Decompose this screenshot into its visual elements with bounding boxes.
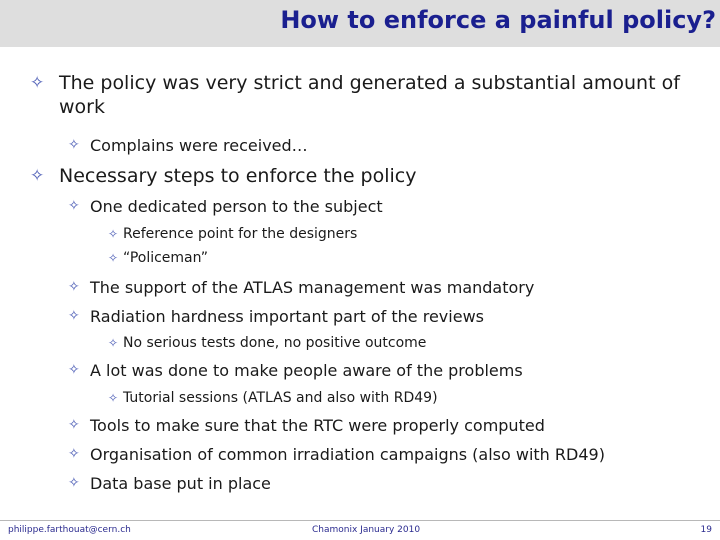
bullet-text: Data base put in place xyxy=(90,474,271,493)
bullet-star-icon: ✧ xyxy=(108,251,119,265)
bullet-star-icon: ✧ xyxy=(108,336,119,350)
bullet-star-icon: ✧ xyxy=(30,73,45,93)
bullet-text: No serious tests done, no positive outcome xyxy=(123,335,427,351)
bullet-atlas-support xyxy=(68,278,534,297)
bullet-star-icon: ✧ xyxy=(68,279,80,295)
bullet-text-continued: work xyxy=(59,96,105,118)
bullet-star-icon: ✧ xyxy=(108,227,119,241)
footer-divider xyxy=(0,520,720,521)
bullet-text: The policy was very strict and generated a substantial amount of xyxy=(59,72,680,94)
bullet-text: Tools to make sure that the RTC were properly computed xyxy=(90,416,545,435)
bullet-star-icon: ✧ xyxy=(108,391,119,405)
bullet-text: Organisation of common irradiation campaigns (also with RD49) xyxy=(90,445,605,464)
bullet-star-icon: ✧ xyxy=(30,166,45,186)
bullet-awareness xyxy=(68,361,523,380)
bullet-text: A lot was done to make people aware of the problems xyxy=(90,361,523,380)
bullet-text: Radiation hardness important part of the reviews xyxy=(90,307,484,326)
slide-title: How to enforce a painful policy? xyxy=(280,6,716,34)
footer-page-number: 19 xyxy=(700,525,712,535)
bullet-tutorial-sessions xyxy=(108,390,438,406)
bullet-star-icon: ✧ xyxy=(68,362,80,378)
bullet-star-icon: ✧ xyxy=(68,137,80,153)
bullet-text: Necessary steps to enforce the policy xyxy=(59,165,417,187)
footer-email: philippe.farthouat@cern.ch xyxy=(8,525,131,535)
bullet-irradiation-campaigns xyxy=(68,445,605,464)
bullet-necessary-steps xyxy=(30,165,417,187)
bullet-radiation-hardness xyxy=(68,307,484,326)
bullet-policy-strict xyxy=(30,72,680,118)
bullet-text: The support of the ATLAS management was mandatory xyxy=(90,278,535,297)
bullet-complains xyxy=(68,136,308,155)
bullet-star-icon: ✧ xyxy=(68,446,80,462)
bullet-database xyxy=(68,474,271,493)
bullet-star-icon: ✧ xyxy=(68,198,80,214)
bullet-dedicated-person xyxy=(68,197,383,216)
bullet-text: “Policeman” xyxy=(123,250,208,266)
bullet-star-icon: ✧ xyxy=(68,417,80,433)
bullet-text: Complains were received… xyxy=(90,136,308,155)
bullet-no-serious-tests xyxy=(108,335,426,351)
footer-event: Chamonix January 2010 xyxy=(312,525,421,535)
bullet-text: Tutorial sessions (ATLAS and also with RD49) xyxy=(123,390,438,406)
bullet-rtc-tools xyxy=(68,416,545,435)
bullet-reference-point xyxy=(108,226,357,242)
bullet-star-icon: ✧ xyxy=(68,308,80,324)
bullet-policeman xyxy=(108,250,208,266)
bullet-star-icon: ✧ xyxy=(68,475,80,491)
bullet-text: Reference point for the designers xyxy=(123,226,358,242)
bullet-text: One dedicated person to the subject xyxy=(90,197,383,216)
